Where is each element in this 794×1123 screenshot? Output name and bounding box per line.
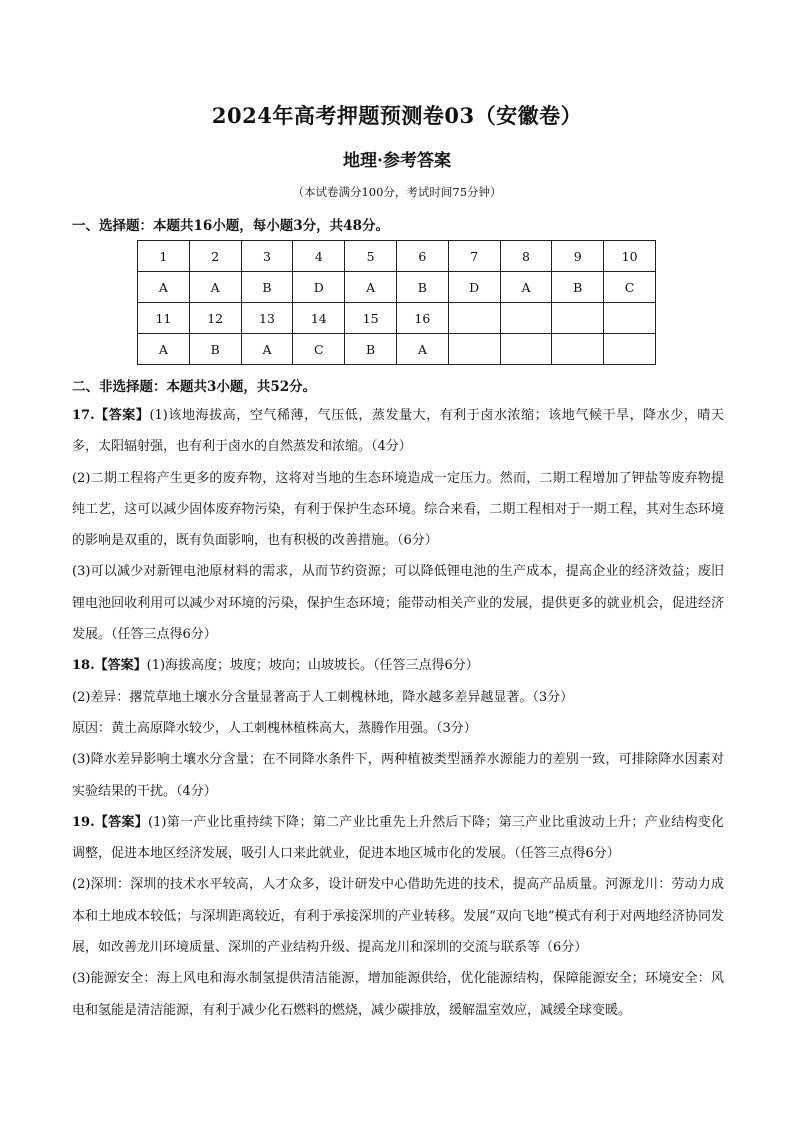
table-cell (604, 334, 656, 365)
q17-answer-2: (2)二期工程将产生更多的废弃物，这将对当地的生态环境造成一定压力。然而，二期工程增加了钾盐等废弃物提纯工艺，这可以减少固体废弃物污染，有利于保护生态环境。综合来看，二期工程相对于一期工程，其对生态环境的影响是双重的，既有负面影响，也有积极的改善措施。（6分） (72, 470, 724, 549)
q18-answer-2: (2)差异：撂荒草地土壤水分含量显著高于人工刺槐林地，降水越多差异越显著。（3分） (72, 689, 574, 705)
table-cell: B (241, 272, 293, 303)
table-cell: A (345, 272, 397, 303)
table-cell: 1 (138, 241, 190, 272)
q19-answer-3: (3)能源安全：海上风电和海水制氢提供清洁能源，增加能源供给，优化能源结构，保障能源安全；环境安全：风电和氢能是清洁能源，有利于减少化石燃料的燃烧，减少碳排放，缓解温室效应，减缓全球变暖。 (72, 971, 724, 1018)
exam-note: （本试卷满分100分，考试时间75分钟） (292, 185, 502, 199)
table-row (138, 303, 656, 334)
table-cell: A (396, 334, 448, 365)
answers-body (72, 400, 724, 1026)
table-cell: B (345, 334, 397, 365)
q17-label: 17.【答案】 (72, 408, 150, 423)
table-cell: 10 (604, 241, 656, 272)
table-cell: 4 (293, 241, 345, 272)
page-title: 2024年高考押题预测卷03（安徽卷） (211, 103, 583, 128)
table-cell: A (241, 334, 293, 365)
table-cell: 12 (189, 303, 241, 334)
table-cell: 9 (552, 241, 604, 272)
table-cell: D (293, 272, 345, 303)
q18-answer-reason: 原因：黄土高原降水较少，人工刺槐林植株高大，蒸腾作用强。（3分） (72, 720, 477, 736)
table-cell (448, 303, 500, 334)
table-cell: 16 (396, 303, 448, 334)
table-row (138, 334, 656, 365)
section-choice-heading: 一、选择题：本题共16小题，每小题3分，共48分。 (72, 218, 389, 234)
table-cell: 11 (138, 303, 190, 334)
table-cell: B (552, 272, 604, 303)
table-cell (500, 303, 552, 334)
q18-answer-1: 18.【答案】(1)海拔高度；坡度；坡向；山坡坡长。（任答三点得6分） (72, 658, 479, 674)
q18-label: 18.【答案】 (72, 658, 147, 674)
table-cell: B (396, 272, 448, 303)
table-cell: A (138, 272, 190, 303)
table-cell: 8 (500, 241, 552, 272)
table-cell: 6 (396, 241, 448, 272)
table-cell: A (189, 272, 241, 303)
table-cell: 13 (241, 303, 293, 334)
table-cell: 14 (293, 303, 345, 334)
q19-label: 19.【答案】 (72, 814, 148, 830)
table-cell: 15 (345, 303, 397, 334)
table-cell (448, 334, 500, 365)
table-cell: 2 (189, 241, 241, 272)
table-cell (552, 303, 604, 334)
table-cell: A (500, 272, 552, 303)
table-cell: B (189, 334, 241, 365)
q19-answer-2: (2)深圳：深圳的技术水平较高，人才众多，设计研发中心借助先进的技术，提高产品质量。河源龙川：劳动力成本和土地成本较低；与深圳距离较近，有利于承接深圳的产业转移。发展“双向飞地”模式有利于对两地经济协同发展，如改善龙川环境质量、深圳的产业结构升级、提高龙川和深圳的交流与联系等（6分） (72, 877, 724, 956)
table-cell: 7 (448, 241, 500, 272)
table-cell: 5 (345, 241, 397, 272)
table-cell (500, 334, 552, 365)
q18-answer-3: (3)降水差异影响土壤水分含量；在不同降水条件下，两种植被类型涵养水源能力的差别一致，可排除降水因素对实验结果的干扰。（4分） (72, 752, 724, 799)
section-nonchoice-heading: 二、非选择题：本题共3小题，共52分。 (72, 379, 317, 395)
table-cell: C (293, 334, 345, 365)
table-row (138, 272, 656, 303)
page-subtitle: 地理·参考答案 (343, 151, 451, 171)
table-cell: C (604, 272, 656, 303)
table-cell (552, 334, 604, 365)
q17-answer-3: (3)可以减少对新锂电池原材料的需求，从而节约资源；可以降低锂电池的生产成本，提高企业的经济效益；废旧锂电池回收利用可以减少对环境的污染，保护生态环境；能带动相关产业的发展，提供更多的就业机会，促进经济发展。（任答三点得6分） (72, 564, 724, 643)
table-cell: A (138, 334, 190, 365)
table-row (138, 241, 656, 272)
table-cell: D (448, 272, 500, 303)
table-cell (604, 303, 656, 334)
answer-table (137, 240, 656, 365)
table-cell: 3 (241, 241, 293, 272)
q17-answer-1: 17.【答案】(1)该地海拔高，空气稀薄，气压低，蒸发量大，有利于卤水浓缩；该地气候干旱，降水少，晴天多，太阳辐射强，也有利于卤水的自然蒸发和浓缩。（4分） (72, 408, 725, 455)
q19-answer-1: 19.【答案】(1)第一产业比重持续下降；第二产业比重先上升然后下降；第三产业比重波动上升；产业结构变化调整，促进本地区经济发展，吸引人口来此就业，促进本地区城市化的发展。（任答三点得6分） (72, 814, 724, 862)
